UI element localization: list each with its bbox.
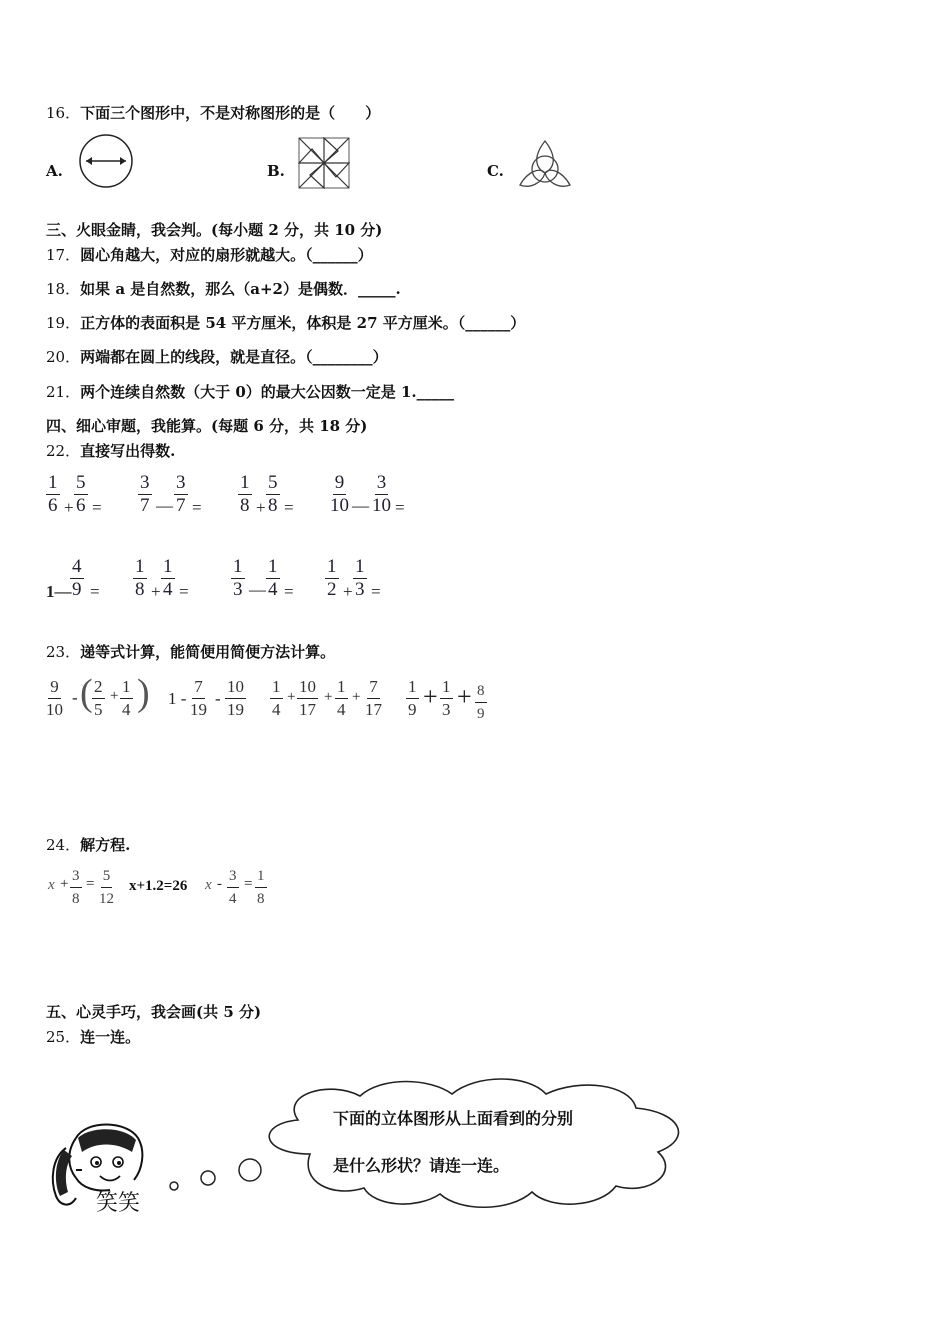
option-c-label: C. bbox=[487, 162, 504, 180]
question-number: 24． bbox=[46, 836, 81, 854]
pinwheel-icon bbox=[298, 137, 350, 189]
question-number: 25． bbox=[46, 1028, 81, 1046]
left-paren: ( bbox=[80, 672, 93, 714]
fraction: $\frac{3}{8}$ bbox=[70, 865, 82, 910]
question-text: 解方程. bbox=[80, 836, 131, 854]
question-21 bbox=[46, 381, 454, 402]
fraction: $\frac{9}{10}$ bbox=[330, 472, 349, 516]
equals-sign: = bbox=[284, 582, 294, 601]
question-text: 连一连。 bbox=[80, 1028, 141, 1046]
question-23 bbox=[46, 641, 335, 662]
operator: — bbox=[249, 580, 266, 599]
fraction: $\frac{5}{6}$ bbox=[76, 472, 86, 516]
question-number: 20． bbox=[46, 348, 81, 366]
leading-term: 1 - bbox=[168, 689, 187, 708]
variable-x: x bbox=[205, 877, 212, 893]
question-text: 下面三个图形中，不是对称图形的是（ ） bbox=[80, 104, 381, 122]
girl-illustration-icon bbox=[46, 1118, 162, 1216]
circle-arrow-icon bbox=[78, 133, 134, 189]
question-22 bbox=[46, 440, 175, 461]
fraction: $\frac{1}{4}$ bbox=[337, 677, 346, 719]
fraction: $\frac{5}{8}$ bbox=[268, 472, 278, 516]
question-19 bbox=[46, 312, 525, 333]
operator: - bbox=[217, 876, 222, 892]
fraction: $\frac{7}{19}$ bbox=[190, 677, 207, 719]
leading-term: 1— bbox=[46, 582, 72, 601]
fraction: $\frac{5}{12}$ bbox=[97, 865, 116, 910]
question-24 bbox=[46, 834, 130, 855]
operator: + bbox=[64, 498, 74, 517]
question-text: 如果 a 是自然数，那么（a+2）是偶数．_____. bbox=[80, 280, 401, 298]
fraction: $\frac{8}{9}$ bbox=[475, 680, 487, 725]
fraction: $\frac{9}{10}$ bbox=[46, 677, 63, 719]
fraction: $\frac{1}{4}$ bbox=[163, 556, 173, 600]
option-a-label: A. bbox=[46, 162, 63, 180]
equals-sign: = bbox=[179, 582, 189, 601]
question-text: 递等式计算，能简便用简便方法计算。 bbox=[80, 643, 336, 661]
question-18 bbox=[46, 278, 401, 299]
fraction: $\frac{1}{8}$ bbox=[240, 472, 250, 516]
section-4-title: 四、细心审题，我能算。(每题 6 分，共 18 分) bbox=[46, 417, 368, 435]
question-text: 圆心角越大，对应的扇形就越大。（______） bbox=[80, 246, 373, 264]
operator: + bbox=[151, 582, 161, 601]
equals-sign: = bbox=[92, 498, 102, 517]
question-text: 正方体的表面积是 54 平方厘米，体积是 27 平方厘米。（______） bbox=[80, 314, 526, 332]
question-text: 直接写出得数. bbox=[80, 442, 176, 460]
question-number: 23． bbox=[46, 643, 81, 661]
fraction: $\frac{1}{3}$ bbox=[233, 556, 243, 600]
operator: + bbox=[256, 498, 266, 517]
fraction: $\frac{7}{17}$ bbox=[365, 677, 382, 719]
operator: + bbox=[343, 582, 353, 601]
question-16 bbox=[46, 102, 380, 123]
option-b-label: B. bbox=[267, 162, 285, 180]
question-number: 17． bbox=[46, 246, 81, 264]
question-text: 两端都在圆上的线段，就是直径。（________） bbox=[80, 348, 388, 366]
fraction: $\frac{1}{9}$ bbox=[408, 677, 417, 719]
question-25 bbox=[46, 1026, 140, 1047]
operator: - bbox=[215, 689, 221, 708]
fraction: $\frac{3}{7}$ bbox=[176, 472, 186, 516]
equals-sign: = bbox=[192, 498, 202, 517]
equation-2: x+1.2=26 bbox=[129, 878, 188, 894]
question-number: 19． bbox=[46, 314, 81, 332]
question-number: 18． bbox=[46, 280, 81, 298]
bubble-line-1: 下面的立体图形从上面看到的分别 bbox=[333, 1109, 574, 1128]
question-text: 两个连续自然数（大于 0）的最大公因数一定是 1._____ bbox=[80, 383, 455, 401]
fraction: $\frac{3}{7}$ bbox=[140, 472, 150, 516]
operator: - bbox=[72, 688, 78, 707]
fraction: $\frac{1}{3}$ bbox=[355, 556, 365, 600]
bubble-line-2: 是什么形状？请连一连。 bbox=[333, 1156, 510, 1175]
operator: — bbox=[156, 496, 173, 515]
equals-sign: = bbox=[395, 498, 405, 517]
equals-sign: = bbox=[86, 876, 95, 892]
fraction: $\frac{3}{4}$ bbox=[227, 865, 239, 910]
fraction: $\frac{1}{4}$ bbox=[268, 556, 278, 600]
fraction: $\frac{10}{17}$ bbox=[299, 677, 316, 719]
fraction: $\frac{1}{4}$ bbox=[122, 677, 131, 719]
fraction: $\frac{1}{8}$ bbox=[135, 556, 145, 600]
variable-x: x bbox=[48, 877, 55, 893]
operator: + bbox=[60, 876, 69, 892]
operator: + bbox=[110, 688, 119, 704]
operator: + bbox=[287, 689, 296, 705]
section-3-title: 三、火眼金睛，我会判。(每小题 2 分，共 10 分) bbox=[46, 221, 383, 239]
question-number: 21． bbox=[46, 383, 81, 401]
section-5-title: 五、心灵手巧，我会画(共 5 分) bbox=[46, 1003, 262, 1021]
equals-sign: = bbox=[371, 582, 381, 601]
equals-sign: = bbox=[90, 582, 100, 601]
operator: — bbox=[352, 496, 369, 515]
question-number: 16． bbox=[46, 104, 81, 122]
fraction: $\frac{1}{6}$ bbox=[48, 472, 58, 516]
equals-sign: = bbox=[284, 498, 294, 517]
question-17 bbox=[46, 244, 373, 265]
fraction: $\frac{3}{10}$ bbox=[372, 472, 391, 516]
thought-bubble-icon bbox=[160, 1072, 700, 1212]
fraction: $\frac{1}{2}$ bbox=[327, 556, 337, 600]
fraction: $\frac{4}{9}$ bbox=[72, 556, 82, 600]
equals-sign: = bbox=[244, 876, 253, 892]
operator: + bbox=[324, 689, 333, 705]
right-paren: ) bbox=[137, 672, 150, 714]
fraction: $\frac{2}{5}$ bbox=[94, 677, 103, 719]
operator: + bbox=[457, 682, 472, 711]
fraction: $\frac{1}{4}$ bbox=[272, 677, 281, 719]
question-number: 22． bbox=[46, 442, 81, 460]
fraction: $\frac{10}{19}$ bbox=[227, 677, 244, 719]
trefoil-icon bbox=[516, 137, 574, 189]
fraction: $\frac{1}{8}$ bbox=[255, 865, 267, 910]
question-20 bbox=[46, 346, 388, 367]
fraction: $\frac{1}{3}$ bbox=[442, 677, 451, 719]
operator: + bbox=[423, 682, 438, 711]
caption: 笑笑 bbox=[96, 1191, 141, 1216]
operator: + bbox=[352, 689, 361, 705]
